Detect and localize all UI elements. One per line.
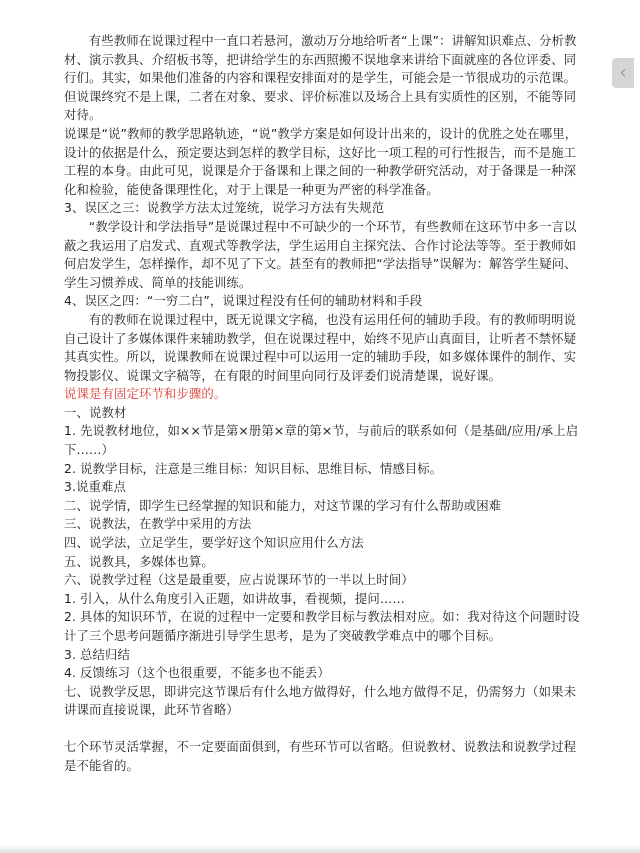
page-bottom-edge bbox=[0, 845, 640, 853]
step-1-item-2: 2. 说教学目标，注意是三维目标：知识目标、思维目标、情感目标。 bbox=[64, 460, 443, 476]
step-5-teaching-aids: 五、说教具，多媒体也算。 bbox=[64, 553, 214, 569]
step-6-teaching-process: 六、说教学过程（这是最重要，应占说课环节的一半以上时间） bbox=[64, 572, 414, 588]
step-7-reflection: 七、说教学反思，即讲完这节课后有什么地方做得好，什么地方做得不足，仍需努力（如果未讲课而直接说课，此环节省略） bbox=[64, 683, 577, 718]
step-2-learners: 二、说学情，即学生已经掌握的知识和能力，对这节课的学习有什么帮助或困难 bbox=[64, 497, 502, 513]
step-1-item-1: 1. 先说教材地位，如××节是第×册第×章的第×节，与前后的联系如何（是基础/应用/承上启下……） bbox=[64, 423, 579, 458]
step-6-item-3: 3. 总结归结 bbox=[64, 646, 131, 662]
paragraph-definition-of-lesson-talk: 说课是“说”教师的教学思路轨迹，“说”教学方案是如何设计出来的，设计的优胜之处在哪里，设计的依据是什么，预定要达到怎样的教学目标，这好比一项工程的可行性报告，而不是施工工程的本身。由此可见，说课是介于备课和上课之间的一种教学研究活动，对于备课是一种深化和检验，能使备课理性化，对于上课是一种更为严密的科学准备。 bbox=[64, 125, 578, 197]
paragraph-auxiliary-materials: 有的教师在说课过程中，既无说课文字稿，也没有运用任何的辅助手段。有的教师明明说自己设计了多媒体课件来辅助教学，但在说课过程中，始终不见庐山真面目，让听者不禁怀疑其真实性。所以，说课教师在说课过程中可以运用一定的辅助手段，如多媒体课件的制作、实物投影仪、说课文字稿等，在有限的时间里向同行及评委们说清楚课，说好课。 bbox=[64, 311, 577, 383]
paragraph-teaching-method-guidance: “教学设计和学法指导”是说课过程中不可缺少的一个环节，有些教师在这环节中多一言以蔽之我运用了启发式、直观式等教学法，学生运用自主探究法、合作讨论法等等。至于教师如何启发学生，怎样操作，却不见了下文。甚至有的教师把“学法指导”误解为：解答学生疑问、学生习惯养成、简单的技能训练。 bbox=[64, 218, 577, 290]
paragraph-conclusion: 七个环节灵活掌握，不一定要面面俱到，有些环节可以省略。但说教材、说教法和说教学过程是不能省的。 bbox=[64, 738, 577, 773]
step-6-item-2: 2. 具体的知识环节，在说的过程中一定要和教学目标与教法相对应。如：我对待这个问题时设计了三个思考问题循序渐进引导学生思考，是为了突破教学难点中的哪个目标。 bbox=[64, 609, 580, 643]
step-4-learning-method: 四、说学法，立足学生，要学好这个知识应用什么方法 bbox=[64, 535, 364, 551]
heading-misconception-3: 3、误区之三：说教学方法太过笼统，说学习方法有失规范 bbox=[64, 200, 385, 216]
chevron-left-icon[interactable]: ‹ bbox=[612, 58, 634, 88]
document-body bbox=[64, 32, 584, 775]
step-6-item-1: 1. 引入，从什么角度引入正题，如讲故事，看视频，提问…… bbox=[64, 590, 405, 606]
paragraph-misconception-teaching-as-lecture: 有些教师在说课过程中一直口若悬河，激动万分地给听者“上课”：讲解知识难点、分析教材、演示教具、介绍板书等，把讲给学生的东西照搬不误地拿来讲给下面就座的各位评委、同行们。其实，如果他们准备的内容和课程安排面对的是学生，可能会是一节很成功的示范课。但说课终究不是上课，二者在对象、要求、评价标准以及场合上具有实质性的区别，不能等同对待。 bbox=[64, 33, 577, 123]
heading-misconception-4: 4、误区之四：“一穷二白”，说课过程没有任何的辅助材料和手段 bbox=[64, 293, 423, 309]
step-1-item-3: 3.说重难点 bbox=[64, 479, 126, 495]
step-6-item-4: 4. 反馈练习（这个也很重要，不能多也不能丢） bbox=[64, 665, 330, 681]
step-1-textbook: 一、说教材 bbox=[64, 404, 127, 420]
paragraph-gap bbox=[64, 720, 584, 738]
highlight-fixed-steps: 说课是有固定环节和步骤的。 bbox=[64, 386, 227, 402]
step-3-teaching-method: 三、说教法，在教学中采用的方法 bbox=[64, 516, 252, 532]
